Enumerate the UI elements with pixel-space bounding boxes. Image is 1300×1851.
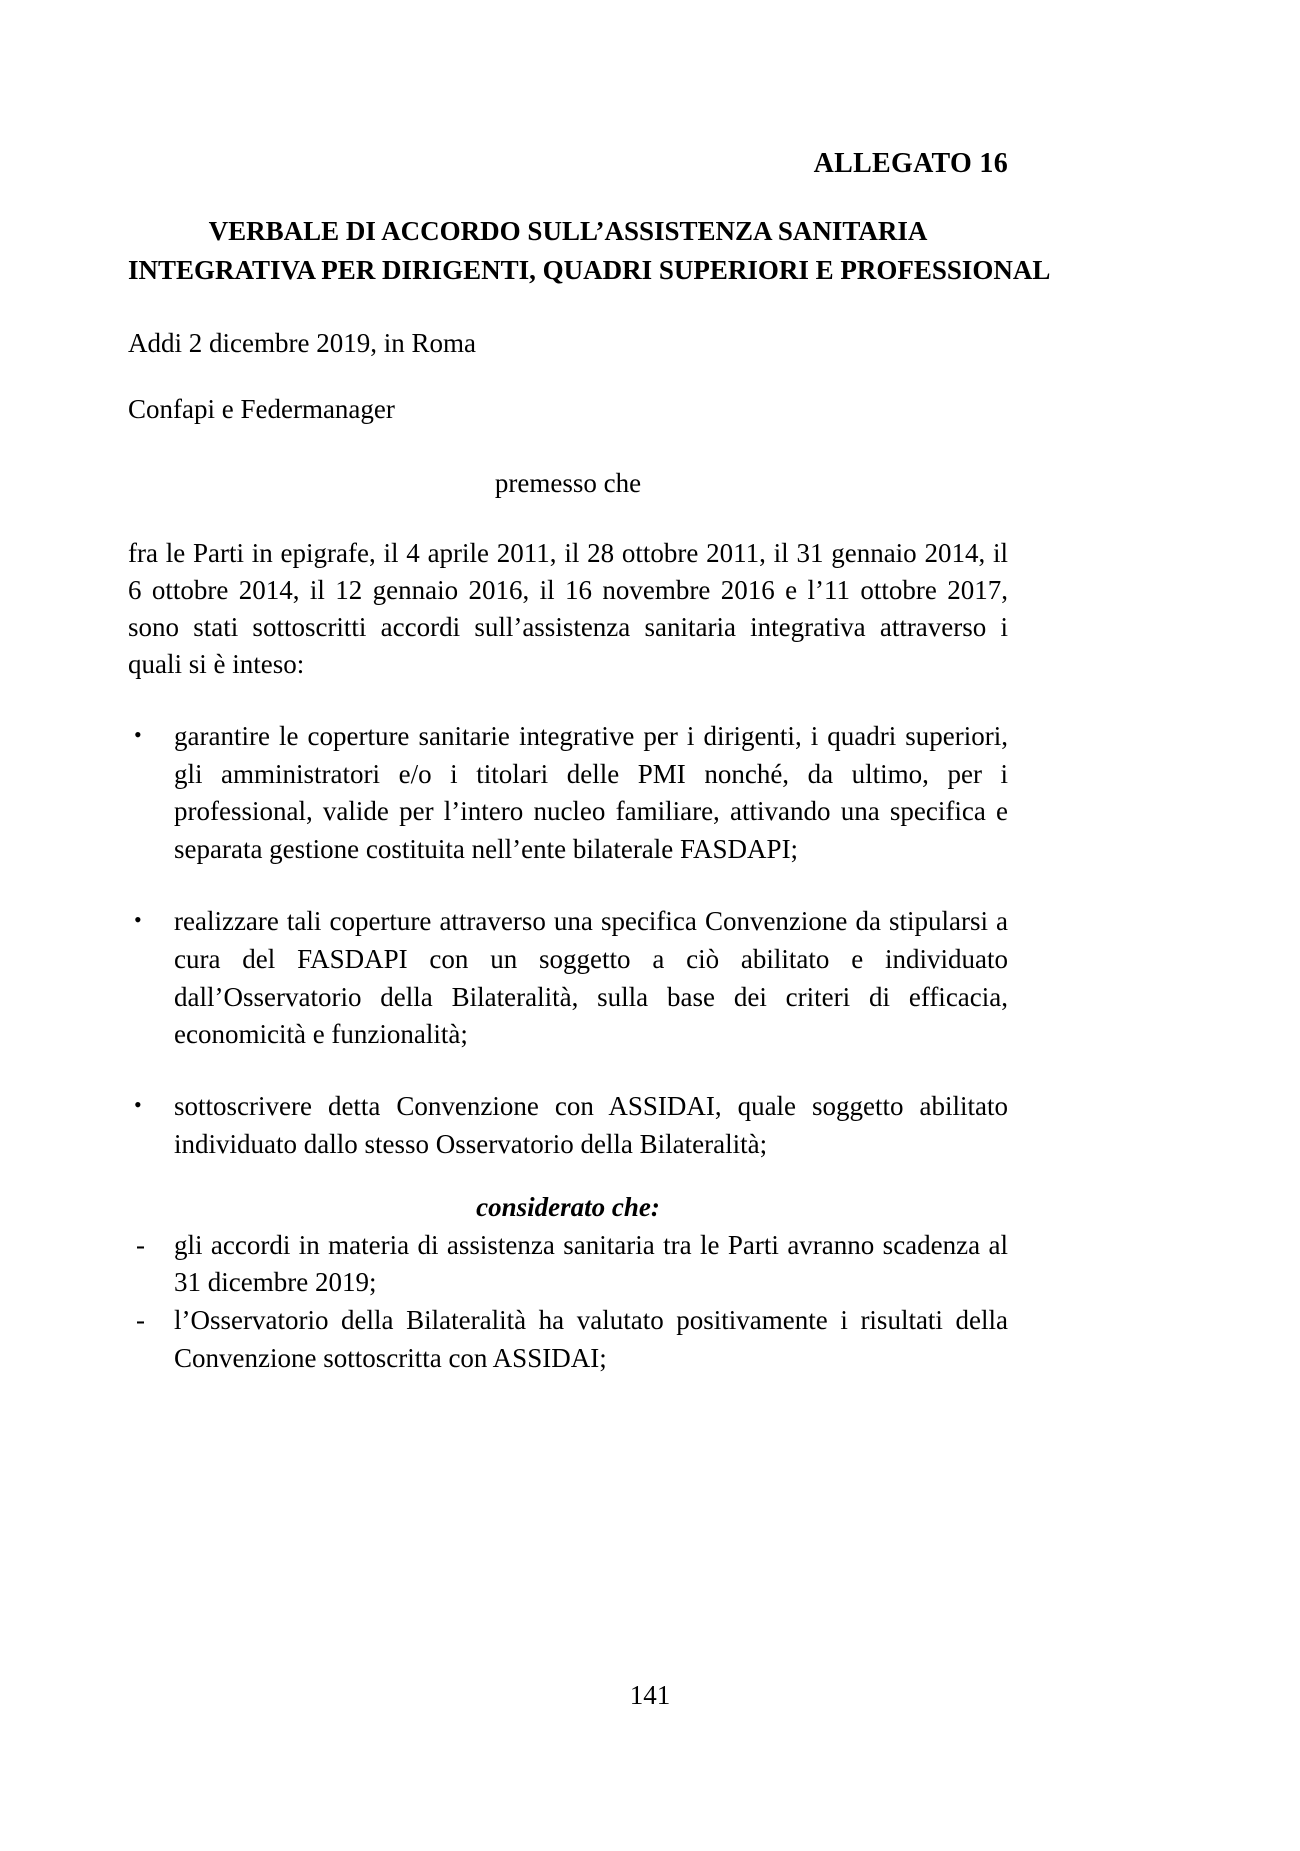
list-item [128,718,1008,869]
dash-text: gli accordi in materia di assistenza sanitaria tra le Parti avranno scadenza al 31 dicembre 2019; [174,1229,1008,1298]
allegato-title: ALLEGATO 16 [813,148,1008,179]
list-item [128,1088,1008,1164]
document-subtitle [128,180,1051,289]
dash-icon: - [136,1305,145,1336]
bullet-text: garantire le coperture sanitarie integrative per i dirigenti, i quadri superiori, gli amministratori e/o i titolari delle PMI nonché, da ultimo, per i professional, valide per l’intero nucleo familiare, attivando una specifica e separata gestione costituita nell’ente bilaterale FASDAPI; [174,720,1008,865]
list-item [128,903,1008,1054]
page-number: 141 [629,1680,671,1710]
list-item [128,1227,1008,1303]
subtitle-line-2: INTEGRATIVA PER DIRIGENTI, QUADRI SUPERIORI E PROFESSIONAL [128,254,1051,285]
bullet-icon: • [134,906,142,932]
considerato-che-heading: considerato che: [476,1191,660,1222]
bullet-text: realizzare tali coperture attraverso una specifica Convenzione da stipularsi a cura del FASDAPI con un soggetto a ciò abilitato e individuato dall’Osservatorio della Bilateralità, sulla base dei criteri di efficacia, economicità e funzionalità; [174,905,1008,1050]
parties-line: Confapi e Federmanager [128,394,395,425]
dash-icon: - [136,1229,145,1260]
bullet-text: sottoscrivere detta Convenzione con ASSIDAI, quale soggetto abilitato individuato dallo stesso Osservatorio della Bilateralità; [174,1091,1008,1159]
subtitle-line-1: VERBALE DI ACCORDO SULL’ASSISTENZA SANITARIA [208,216,928,247]
commitments-bullet-list [128,684,1008,1164]
bullet-icon: • [134,1092,142,1118]
date-place-line: Addi 2 dicembre 2019, in Roma [128,327,476,358]
considerations-dash-list [128,1223,1008,1378]
premise-paragraph: fra le Parti in epigrafe, il 4 aprile 2011, il 28 ottobre 2011, il 31 gennaio 2014, il 6 ottobre 2014, il 12 gennaio 2016, il 16 novembre 2016 e l’11 ottobre 2017, sono stati sottoscritti accordi sull’assistenza sanitaria integrativa attraverso i quali si è inteso: [128,537,1008,680]
page-content [128,0,1051,1378]
list-item [128,1302,1008,1378]
dash-text: l’Osservatorio della Bilateralità ha valutato positivamente i risultati della Convenzione sottoscritta con ASSIDAI; [174,1305,1008,1374]
premesso-che-heading: premesso che [494,467,642,498]
bullet-icon: • [134,721,142,747]
